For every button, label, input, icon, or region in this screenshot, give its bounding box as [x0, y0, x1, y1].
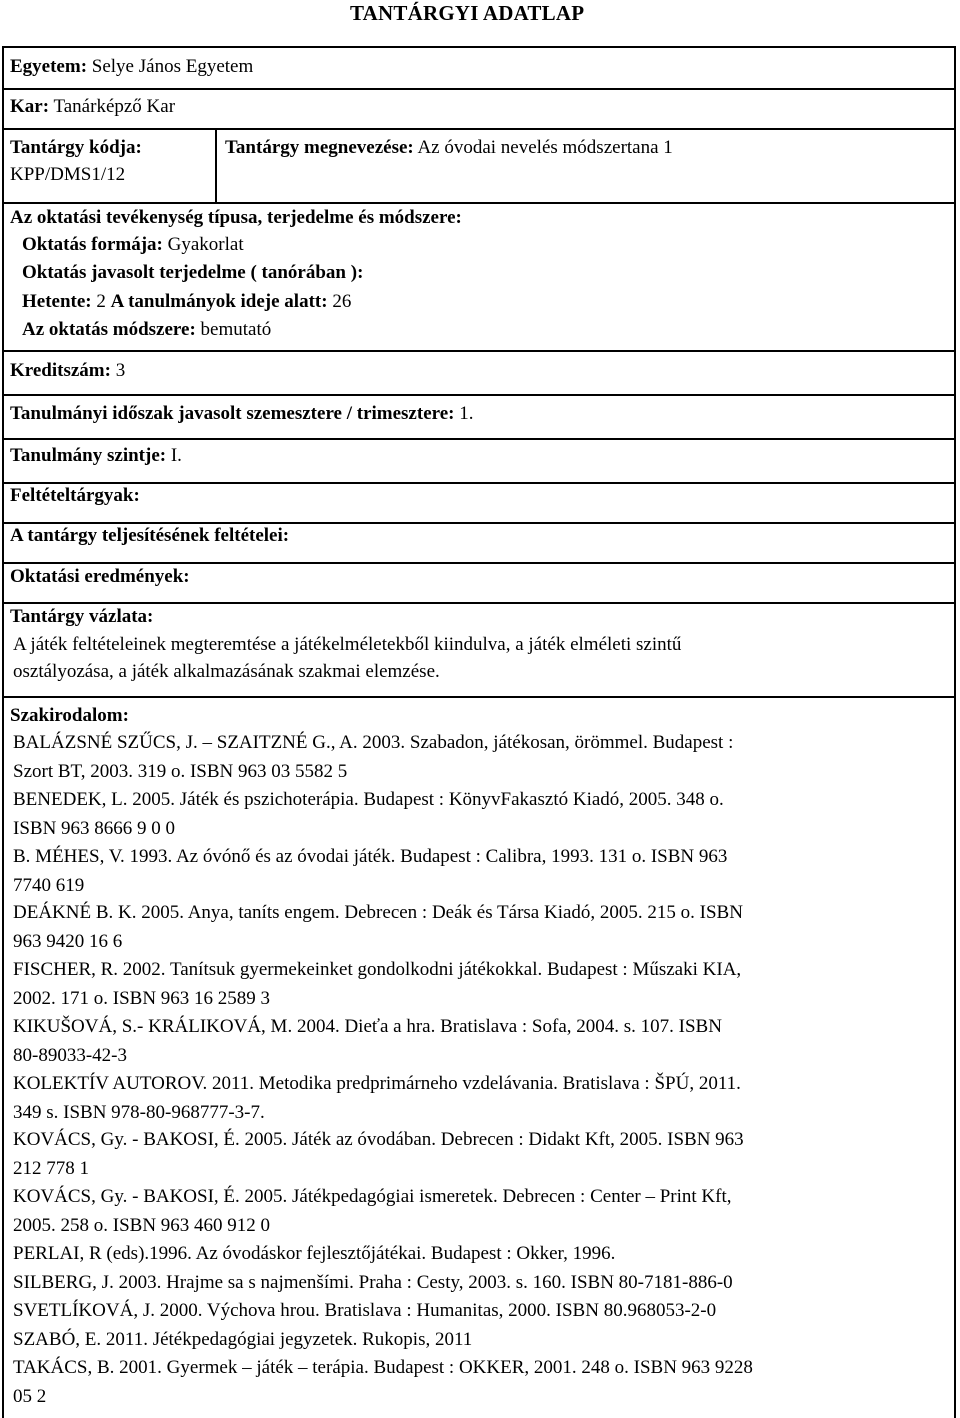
- faculty-label: Kar:: [10, 96, 50, 117]
- row-divider: [4, 394, 954, 396]
- credits-value: 3: [115, 360, 126, 381]
- credits-label: Kreditszám:: [10, 360, 111, 381]
- course-name-value: Az óvodai nevelés módszertana 1: [417, 137, 673, 158]
- reference-item: [13, 1297, 943, 1326]
- semester-value: 1.: [459, 403, 474, 424]
- reference-line: 349 s. ISBN 978-80-968777-3-7.: [13, 1101, 265, 1123]
- reference-item: [13, 1183, 943, 1240]
- reference-line: DEÁKNÉ B. K. 2005. Anya, taníts engem. Debrecen : Deák és Társa Kiadó, 2005. 215 o. ISBN: [13, 902, 743, 923]
- weekly-value: 2: [96, 291, 106, 312]
- course-name-cell: [225, 134, 673, 161]
- reference-line: Szort BT, 2003. 319 o. ISBN 963 03 5582 5: [13, 760, 348, 782]
- reference-item: [13, 899, 943, 956]
- outline-text-line: A játék feltételeinek megteremtése a játékelméletekből kiindulva, a játék elméleti szintű: [13, 634, 682, 655]
- reference-line: 2002. 171 o. ISBN 963 16 2589 3: [13, 987, 271, 1009]
- method-value: bemutató: [200, 319, 272, 340]
- level-label: Tanulmány szintje:: [10, 445, 167, 466]
- university-label: Egyetem:: [10, 56, 88, 77]
- prerequisites-row: [10, 482, 140, 509]
- teaching-heading: Az oktatási tevékenység típusa, terjedelme és módszere:: [10, 207, 462, 228]
- semester-label: Tanulmányi időszak javasolt szemesztere / trimesztere:: [10, 403, 455, 424]
- outcomes-row: [10, 563, 190, 590]
- teaching-method-row: [22, 316, 271, 343]
- reference-item: [13, 786, 943, 843]
- reference-line: 80-89033-42-3: [13, 1044, 127, 1066]
- faculty-value: Tanárképző Kar: [53, 96, 176, 117]
- weekly-label: Hetente:: [22, 291, 92, 312]
- reference-line: BALÁZSNÉ SZŰCS, J. – SZAITZNÉ G., A. 2003. Szabadon, játékosan, örömmel. Budapest :: [13, 732, 734, 753]
- reference-item: [13, 1269, 943, 1298]
- row-divider: [4, 482, 954, 484]
- conditions-row: [10, 522, 289, 549]
- reference-line: KOVÁCS, Gy. - BAKOSI, É. 2005. Játék az óvodában. Debrecen : Didakt Kft, 2005. ISBN 963: [13, 1129, 744, 1150]
- course-code-cell: [10, 134, 142, 188]
- teaching-hours-row: [22, 288, 351, 315]
- page-title: TANTÁRGYI ADATLAP: [350, 1, 585, 25]
- row-divider: [4, 350, 954, 352]
- university-value: Selye János Egyetem: [91, 56, 254, 77]
- university-row: [10, 53, 253, 80]
- reference-line: 963 9420 16 6: [13, 930, 123, 952]
- reference-line: PERLAI, R (eds).1996. Az óvodáskor fejlesztőjátékai. Budapest : Okker, 1996.: [13, 1243, 616, 1264]
- reference-line: KOVÁCS, Gy. - BAKOSI, É. 2005. Játékpedagógiai ismeretek. Debrecen : Center – Print Kft,: [13, 1186, 732, 1207]
- course-code-label: Tantárgy kódja:: [10, 137, 142, 158]
- credits-row: [10, 357, 125, 384]
- row-divider: [4, 128, 954, 130]
- reference-item: [13, 843, 943, 900]
- row-divider: [4, 696, 954, 698]
- reference-item: [13, 1070, 943, 1127]
- reference-line: KOLEKTÍV AUTOROV. 2011. Metodika predprimárneho vzdelávania. Bratislava : ŠPÚ, 2011.: [13, 1073, 741, 1094]
- reference-line: SZABÓ, E. 2011. Jétékpedagógiai jegyzetek. Rukopis, 2011: [13, 1329, 473, 1350]
- reference-line: ISBN 963 8666 9 0 0: [13, 817, 176, 839]
- course-name-label: Tantárgy megnevezése:: [225, 137, 414, 158]
- reference-item: [13, 729, 943, 786]
- reference-item: [13, 1354, 943, 1411]
- literature-label: Szakirodalom:: [10, 705, 129, 726]
- reference-line: KIKUŠOVÁ, S.- KRÁLIKOVÁ, M. 2004. Dieťa a hra. Bratislava : Sofa, 2004. s. 107. ISBN: [13, 1016, 722, 1037]
- reference-line: SILBERG, J. 2003. Hrajme sa s najmenšími. Praha : Cesty, 2003. s. 160. ISBN 80-7181-886-0: [13, 1272, 733, 1293]
- reference-line: BENEDEK, L. 2005. Játék és pszichoterápia. Budapest : KönyvFakasztó Kiadó, 2005. 348 o.: [13, 789, 724, 810]
- semester-row: [10, 400, 473, 427]
- outline-label: Tantárgy vázlata:: [10, 606, 154, 627]
- method-label: Az oktatás módszere:: [22, 319, 196, 340]
- reference-line: 2005. 258 o. ISBN 963 460 912 0: [13, 1214, 271, 1236]
- reference-line: TAKÁCS, B. 2001. Gyermek – játék – terápia. Budapest : OKKER, 2001. 248 o. ISBN 963 9228: [13, 1357, 753, 1378]
- reference-line: 05 2: [13, 1385, 47, 1407]
- teaching-form-label: Oktatás formája:: [22, 234, 163, 255]
- reference-line: 212 778 1: [13, 1157, 89, 1179]
- reference-item: [13, 1326, 943, 1355]
- reference-item: [13, 956, 943, 1013]
- faculty-row: [10, 93, 175, 120]
- outline-text: [13, 631, 943, 658]
- total-value: 26: [332, 291, 352, 312]
- level-row: [10, 442, 182, 469]
- teaching-form-value: Gyakorlat: [167, 234, 244, 255]
- reference-line: SVETLÍKOVÁ, J. 2000. Výchova hrou. Bratislava : Humanitas, 2000. ISBN 80.968053-2-0: [13, 1300, 717, 1321]
- reference-line: 7740 619: [13, 874, 85, 896]
- teaching-scope-row: Oktatás javasolt terjedelme ( tanórában ):: [22, 262, 364, 283]
- total-label: A tanulmányok ideje alatt:: [110, 291, 328, 312]
- outcomes-label: Oktatási eredmények:: [10, 566, 190, 587]
- level-value: I.: [170, 445, 182, 466]
- row-divider: [4, 88, 954, 90]
- reference-item: [13, 1126, 943, 1183]
- reference-item: [13, 1013, 943, 1070]
- prerequisites-label: Feltételtárgyak:: [10, 485, 140, 506]
- reference-item: [13, 1240, 943, 1269]
- row-divider: [4, 438, 954, 440]
- conditions-label: A tantárgy teljesítésének feltételei:: [10, 525, 290, 546]
- course-code-value: KPP/DMS1/12: [10, 164, 126, 185]
- teaching-form-row: [22, 231, 244, 258]
- column-divider: [215, 128, 217, 202]
- outline-text-line: osztályozása, a játék alkalmazásának szakmai elemzése.: [13, 661, 440, 682]
- reference-line: B. MÉHES, V. 1993. Az óvónő és az óvodai játék. Budapest : Calibra, 1993. 131 o. ISBN 963: [13, 846, 728, 867]
- reference-line: FISCHER, R. 2002. Tanítsuk gyermekeinket gondolkodni játékokkal. Budapest : Műszaki KIA,: [13, 959, 742, 980]
